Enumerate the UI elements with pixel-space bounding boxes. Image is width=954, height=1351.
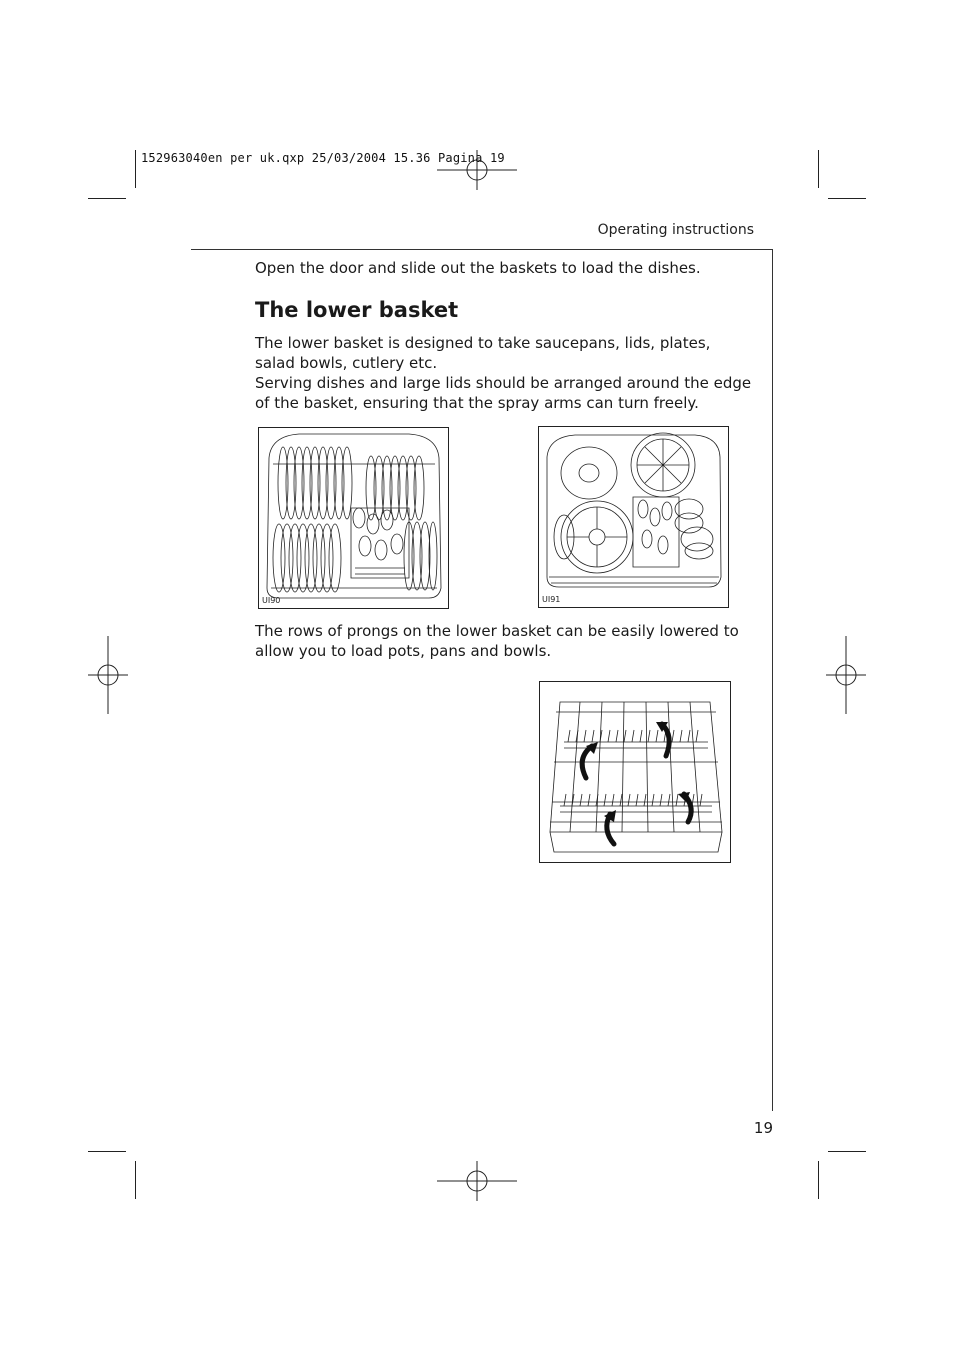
basket-folding-prongs-illustration	[540, 682, 730, 862]
intro-text: Open the door and slide out the baskets to load the dishes.	[255, 259, 701, 277]
crop-mark-top-right-h	[828, 198, 866, 199]
print-slug: 152963040en per uk.qxp 25/03/2004 15.36 Pagina 19	[141, 151, 505, 165]
figure-folding-prongs	[539, 681, 731, 863]
figure-code: UI91	[542, 595, 561, 604]
paragraph-block-2	[255, 621, 755, 661]
registration-mark-left	[88, 636, 128, 714]
header-rule	[191, 249, 773, 250]
basket-loaded-pots-illustration	[539, 427, 728, 607]
basket-loaded-plates-illustration	[259, 428, 448, 608]
figure-ui90	[258, 427, 449, 609]
crop-mark-top-right-v	[818, 150, 819, 188]
page-number: 19	[753, 1119, 773, 1137]
crop-mark-bottom-left-h	[88, 1151, 126, 1152]
section-heading: The lower basket	[255, 298, 459, 322]
figure-code: UI90	[262, 596, 281, 605]
registration-mark-top	[437, 150, 517, 190]
paragraph: Serving dishes and large lids should be arranged around the edge of the basket, ensuring that the spray arms can turn freely.	[255, 374, 752, 412]
section-label: Operating instructions	[597, 222, 754, 238]
paragraph: The rows of prongs on the lower basket can be easily lowered to allow you to load pots, pans and bowls.	[255, 622, 739, 660]
crop-mark-bottom-left-v	[135, 1161, 136, 1199]
crop-mark-top-left-h	[88, 198, 126, 199]
paragraph-block-1	[255, 333, 755, 413]
registration-mark-right	[826, 636, 866, 714]
crop-mark-bottom-right-v	[818, 1161, 819, 1199]
registration-mark-bottom	[437, 1161, 517, 1201]
margin-rule	[772, 249, 773, 1111]
paragraph: The lower basket is designed to take saucepans, lids, plates, salad bowls, cutlery etc.	[255, 334, 711, 372]
figure-ui91	[538, 426, 729, 608]
crop-mark-top-left-v	[135, 150, 136, 188]
crop-mark-bottom-right-h	[828, 1151, 866, 1152]
